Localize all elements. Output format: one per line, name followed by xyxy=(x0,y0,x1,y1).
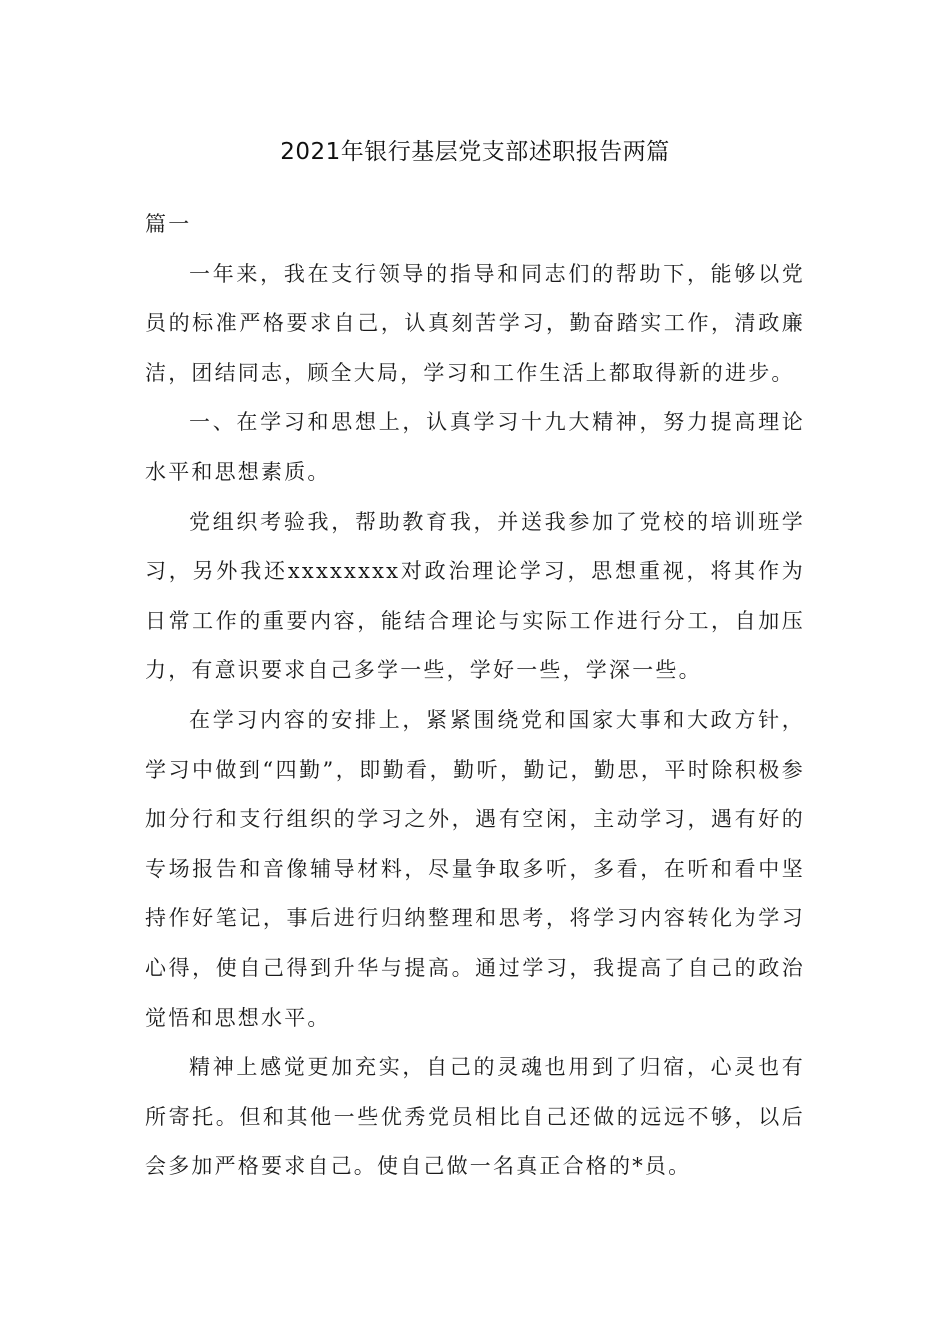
paragraph: 在学习内容的安排上，紧紧围绕党和国家大事和大政方针，学习中做到“四勤”，即勤看，勤听，勤记，勤思，平时除积极参加分行和支行组织的学习之外，遇有空闲，主动学习，遇有好的专场报告和音像辅导材料，尽量争取多听，多看，在听和看中坚持作好笔记，事后进行归纳整理和思考，将学习内容转化为学习心得，使自己得到升华与提高。通过学习，我提高了自己的政治觉悟和思想水平。 xyxy=(145,707,805,1030)
paragraph: 一年来，我在支行领导的指导和同志们的帮助下，能够以党员的标准严格要求自己，认真刻苦学习，勤奋踏实工作，清政廉洁，团结同志，顾全大局，学习和工作生活上都取得新的进步。 xyxy=(145,261,805,385)
document-body xyxy=(145,200,805,1192)
section-label: 篇一 xyxy=(145,212,192,236)
paragraph: 党组织考验我，帮助教育我，并送我参加了党校的培训班学习，另外我还xxxxxxxx对政治理论学习，思想重视，将其作为日常工作的重要内容，能结合理论与实际工作进行分工，自加压力，有意识要求自己多学一些，学好一些，学深一些。 xyxy=(145,509,805,683)
paragraph: 精神上感觉更加充实，自己的灵魂也用到了归宿，心灵也有所寄托。但和其他一些优秀党员相比自己还做的远远不够，以后会多加严格要求自己。使自己做一名真正合格的*员。 xyxy=(145,1055,805,1179)
section-heading: 一、在学习和思想上，认真学习十九大精神，努力提高理论水平和思想素质。 xyxy=(145,410,805,484)
document-title: 2021年银行基层党支部述职报告两篇 xyxy=(280,139,670,165)
